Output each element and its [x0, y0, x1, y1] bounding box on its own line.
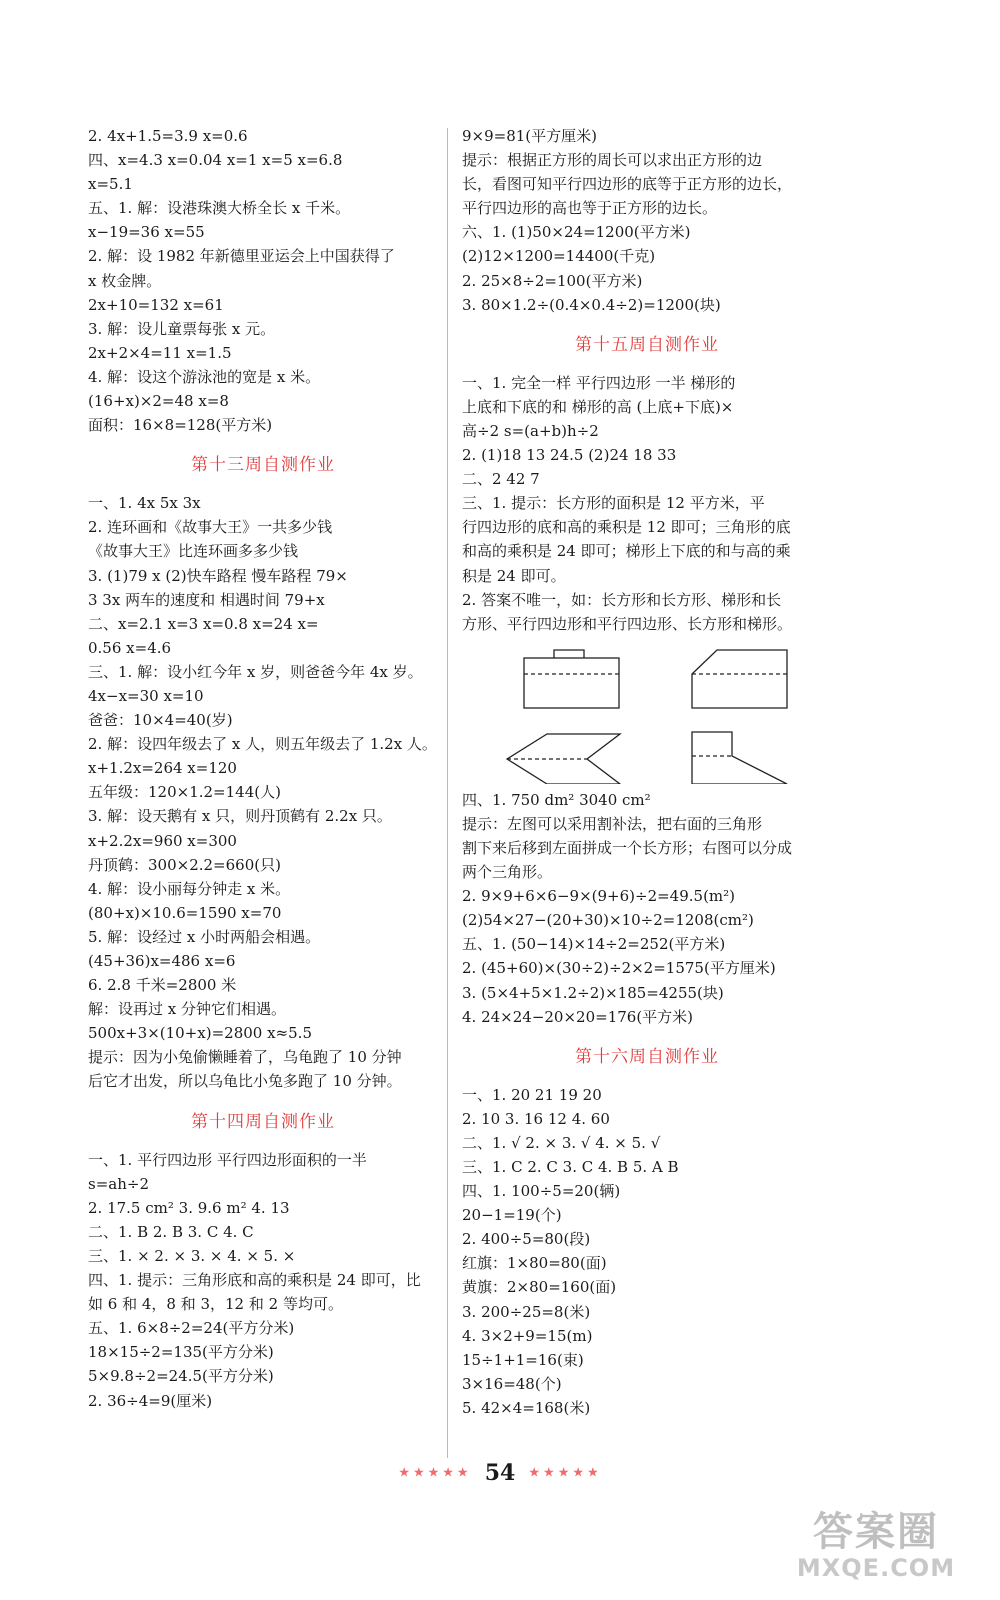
answer-line: 2. 解：设 1982 年新德里亚运会上中国获得了 [88, 247, 395, 266]
left-block-a [88, 124, 438, 437]
right-block-a [462, 124, 832, 317]
answer-line: x−19=36 x=55 [88, 223, 205, 242]
answer-line: 4. 解：设这个游泳池的宽是 x 米。 [88, 367, 321, 386]
watermark-url: MXQE.COM [796, 1554, 956, 1582]
answer-line: 一、1. 平行四边形 平行四边形面积的一半 [88, 1150, 367, 1169]
answer-line: 方形、平行四边形和平行四边形、长方形和梯形。 [462, 614, 793, 633]
answer-line: 二、1. B 2. B 3. C 4. C [88, 1222, 254, 1241]
answer-line: 2. 36÷4=9(厘米) [88, 1391, 213, 1410]
shape-figures [472, 644, 802, 784]
answer-line: 2. 答案不唯一，如：长方形和长方形、梯形和长 [462, 590, 782, 609]
right-column [462, 124, 832, 1420]
answer-line: 5. 42×4=168(米) [462, 1398, 591, 1417]
answer-line: 五、1. (50−14)×14÷2=252(平方米) [462, 935, 726, 954]
answer-line: 二、1. √ 2. × 3. √ 4. × 5. √ [462, 1133, 661, 1152]
answer-line: 一、1. 完全一样 平行四边形 一半 梯形的 [462, 373, 736, 392]
answer-line: 2. (1)18 13 24.5 (2)24 18 33 [462, 446, 677, 465]
answer-line: 18×15÷2=135(平方分米) [88, 1343, 274, 1362]
answer-line: 四、1. 提示：三角形底和高的乘积是 24 即可，比 [88, 1271, 421, 1290]
answer-line: 2. 4x+1.5=3.9 x=0.6 [88, 127, 248, 145]
watermark-logo [766, 1510, 986, 1590]
answer-line: 五、1. 解：设港珠澳大桥全长 x 千米。 [88, 199, 351, 218]
answer-line: 行四边形的底和高的乘积是 12 即可；三角形的底 [462, 518, 791, 537]
answer-line: 5. 解：设经过 x 小时两船会相遇。 [88, 927, 321, 946]
answer-line: 2. 17.5 cm² 3. 9.6 m² 4. 13 [88, 1198, 290, 1217]
figure-chevron [507, 734, 620, 784]
answer-line: 4. 解：设小丽每分钟走 x 米。 [88, 879, 291, 898]
answer-line: 割下来后移到左面拼成一个长方形；右图可以分成 [462, 838, 793, 857]
answer-line: 500x+3×(10+x)=2800 x≈5.5 [88, 1024, 312, 1043]
answer-line: 四、1. 750 dm² 3040 cm² [462, 790, 651, 809]
answer-line: 丹顶鹤：300×2.2=660(只) [88, 855, 281, 874]
answer-line: 2. 连环画和《故事大王》一共多少钱 [88, 518, 333, 537]
right-block-b [462, 371, 832, 636]
answer-line: 4x−x=30 x=10 [88, 686, 204, 705]
answer-line: 一、1. 4x 5x 3x [88, 494, 201, 513]
answer-line: 2. 400÷5=80(段) [462, 1230, 591, 1249]
answer-line: 三、1. C 2. C 3. C 4. B 5. A B [462, 1158, 679, 1176]
answer-line: 提示：因为小兔偷懒睡着了，乌龟跑了 10 分钟 [88, 1048, 402, 1067]
answer-line: 四、x=4.3 x=0.04 x=1 x=5 x=6.8 [88, 151, 343, 170]
answer-line: 《故事大王》比连环画多多少钱 [88, 542, 299, 561]
answer-line: 黄旗：2×80=160(面) [462, 1278, 617, 1297]
answer-line: x=5.1 [88, 175, 133, 194]
answer-line: (45+36)x=486 x=6 [88, 952, 236, 970]
answer-line: 3. 解：设天鹅有 x 只，则丹顶鹤有 2.2x 只。 [88, 807, 392, 826]
answer-line: 2. 解：设四年级去了 x 人，则五年级去了 1.2x 人。 [88, 735, 437, 754]
left-block-c [88, 1148, 438, 1413]
footer-stars-right: ★★★★★ [528, 1465, 602, 1481]
figure-rect-with-tab [524, 650, 619, 708]
answer-line: 20−1=19(个) [462, 1206, 562, 1225]
answer-line: s=ah÷2 [88, 1174, 149, 1193]
answer-line: x+2.2x=960 x=300 [88, 831, 237, 850]
answer-line: 长，看图可知平行四边形的底等于正方形的边长， [462, 175, 793, 194]
answer-line: 3. 200÷25=8(米) [462, 1302, 591, 1321]
answer-line: 2x+10=132 x=61 [88, 295, 224, 314]
answer-line: 4. 24×24−20×20=176(平方米) [462, 1007, 694, 1026]
page-number: 54 [484, 1460, 516, 1486]
answer-line: 3. (1)79 x (2)快车路程 慢车路程 79× [88, 566, 348, 585]
answer-line: 六、1. (1)50×24=1200(平方米) [462, 223, 691, 242]
answer-line: 15÷1+1=16(束) [462, 1350, 584, 1369]
answer-line: x+1.2x=264 x=120 [88, 759, 237, 778]
answer-line: 提示：根据正方形的周长可以求出正方形的边 [462, 151, 763, 170]
answer-line: (2)12×1200=14400(千克) [462, 247, 656, 266]
answer-line: 三、1. 解：设小红今年 x 岁，则爸爸今年 4x 岁。 [88, 662, 423, 681]
answer-line: (16+x)×2=48 x=8 [88, 392, 229, 411]
watermark-title: 答案圈 [813, 1509, 939, 1555]
footer-stars-left: ★★★★★ [398, 1465, 472, 1481]
left-column [88, 124, 438, 1413]
column-divider [447, 128, 448, 1458]
answer-line: 如 6 和 4，8 和 3，12 和 2 等均可。 [88, 1295, 343, 1314]
heading-week-15: 第十五周自测作业 [575, 334, 719, 355]
answer-line: 两个三角形。 [462, 863, 553, 882]
answer-line: 后它才出发，所以乌龟比小兔多跑了 10 分钟。 [88, 1072, 402, 1091]
answer-line: 4. 3×2+9=15(m) [462, 1326, 593, 1345]
answer-line: 上底和下底的和 梯形的高 (上底+下底)× [462, 397, 734, 416]
answer-line: 平行四边形的高也等于正方形的边长。 [462, 199, 718, 218]
left-block-b [88, 491, 438, 1093]
answer-line: 3. 解：设儿童票每张 x 元。 [88, 319, 276, 338]
page-footer [0, 1460, 1000, 1486]
answer-line: 五年级：120×1.2=144(人) [88, 783, 281, 802]
answer-line: 红旗：1×80=80(面) [462, 1254, 607, 1273]
heading-week-13: 第十三周自测作业 [191, 455, 335, 476]
answer-line: 0.56 x=4.6 [88, 638, 172, 657]
right-block-d [462, 1083, 832, 1420]
answer-line: 2. 10 3. 16 12 4. 60 [462, 1109, 610, 1128]
answer-line: 2. 9×9+6×6−9×(9+6)÷2=49.5(m²) [462, 887, 736, 906]
answer-line: 解：设再过 x 分钟它们相遇。 [88, 1000, 286, 1019]
answer-line: 三、1. 提示：长方形的面积是 12 平方米，平 [462, 494, 765, 513]
answer-line: 和高的乘积是 24 即可；梯形上下底的和与高的乘 [462, 542, 791, 561]
answer-line: 三、1. × 2. × 3. × 4. × 5. × [88, 1246, 296, 1265]
answer-line: 2. (45+60)×(30÷2)÷2×2=1575(平方厘米) [462, 959, 776, 978]
answer-line: 6. 2.8 千米=2800 米 [88, 976, 237, 995]
answer-line: (80+x)×10.6=1590 x=70 [88, 903, 282, 922]
figure-rect-extension [692, 732, 787, 784]
answer-line: 3. (5×4+5×1.2÷2)×185=4255(块) [462, 983, 724, 1002]
answer-line: 高÷2 s=(a+b)h÷2 [462, 421, 599, 440]
answer-line: 积是 24 即可。 [462, 566, 566, 585]
answer-line: 提示：左图可以采用割补法，把右面的三角形 [462, 814, 763, 833]
answer-line: (2)54×27−(20+30)×10÷2=1208(cm²) [462, 911, 754, 930]
right-block-c [462, 788, 832, 1029]
answer-line: 二、x=2.1 x=3 x=0.8 x=24 x= [88, 614, 319, 633]
answer-line: 2. 25×8÷2=100(平方米) [462, 271, 643, 290]
answer-line: 3 3x 两车的速度和 相遇时间 79+x [88, 590, 325, 609]
answer-line: 3×16=48(个) [462, 1374, 562, 1393]
answer-line: 3. 80×1.2÷(0.4×0.4÷2)=1200(块) [462, 295, 721, 314]
answer-line: 面积：16×8=128(平方米) [88, 416, 273, 435]
heading-week-14: 第十四周自测作业 [191, 1111, 335, 1132]
answer-line: 2x+2×4=11 x=1.5 [88, 343, 232, 362]
answer-line: 一、1. 20 21 19 20 [462, 1085, 602, 1104]
answer-line: 四、1. 100÷5=20(辆) [462, 1182, 621, 1201]
answer-line: 5×9.8÷2=24.5(平方分米) [88, 1367, 274, 1386]
answer-line: 五、1. 6×8÷2=24(平方分米) [88, 1319, 295, 1338]
heading-week-16: 第十六周自测作业 [575, 1046, 719, 1067]
answer-line: 二、2 42 7 [462, 470, 540, 489]
answer-line: x 枚金牌。 [88, 271, 162, 290]
answer-line: 爸爸：10×4=40(岁) [88, 711, 233, 730]
answer-line: 9×9=81(平方厘米) [462, 127, 598, 145]
figure-rect-trapezoid [692, 650, 787, 708]
